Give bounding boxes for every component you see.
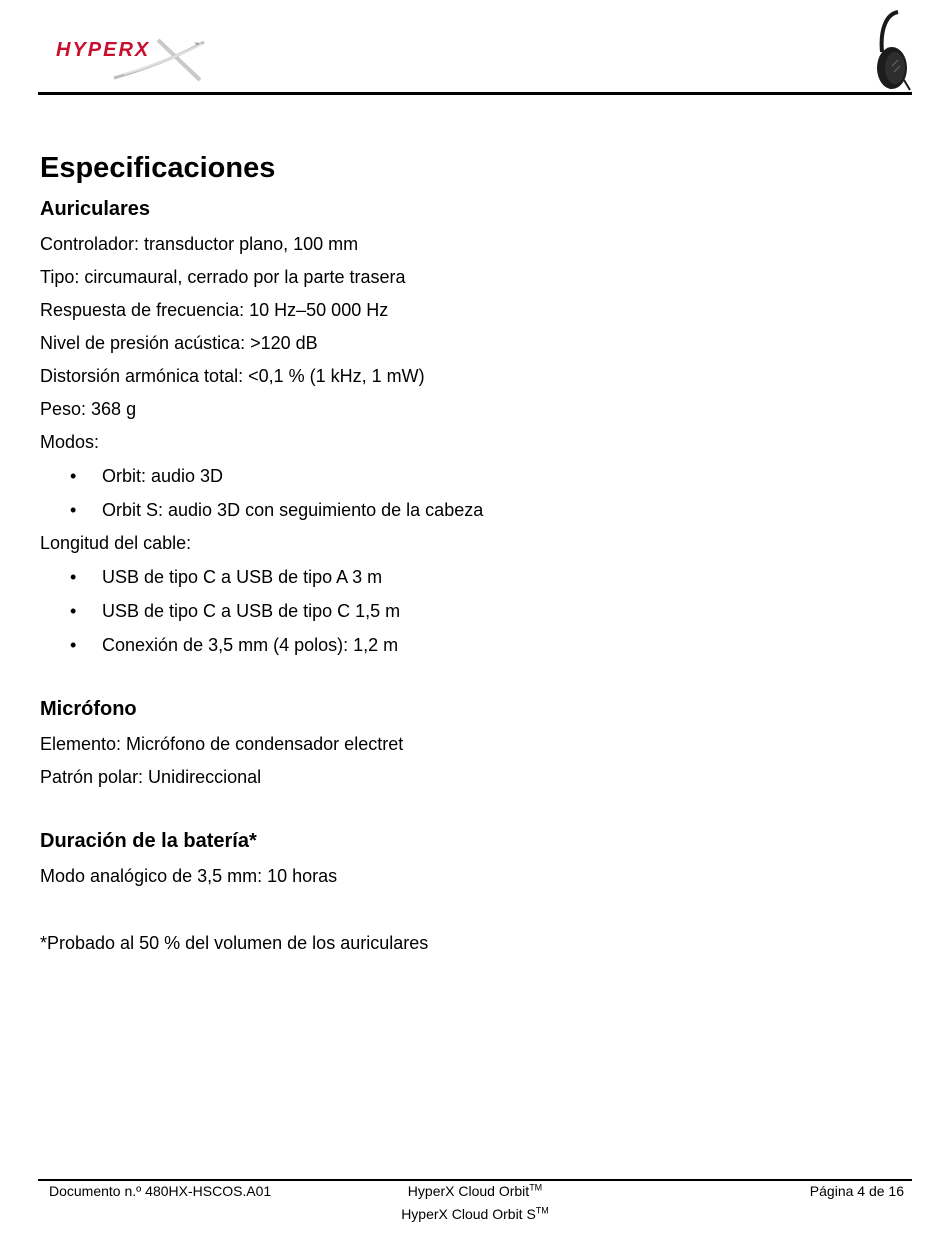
footer-rule — [38, 1179, 912, 1181]
section-heading-auriculares: Auriculares — [40, 198, 151, 220]
list-item: • USB de tipo C a USB de tipo C 1,5 m — [40, 594, 900, 628]
list-item: • USB de tipo C a USB de tipo A 3 m — [40, 560, 900, 594]
spec-line: Distorsión armónica total: <0,1 % (1 kHz, 1 mW) — [40, 366, 425, 386]
cable-list — [40, 560, 900, 662]
document-body — [40, 150, 900, 960]
header-rule — [38, 92, 912, 95]
product-name-s: HyperX Cloud Orbit S™ — [401, 1205, 549, 1222]
bullet-icon: • — [70, 500, 77, 520]
cable-label: Longitud del cable: — [40, 533, 192, 553]
bullet-icon: • — [70, 601, 77, 621]
footnote: *Probado al 50 % del volumen de los auriculares — [40, 933, 429, 953]
svg-text:HYPERX: HYPERX — [56, 39, 151, 61]
modos-list — [40, 459, 900, 527]
bullet-icon: • — [70, 635, 77, 655]
list-item: • Conexión de 3,5 mm (4 polos): 1,2 m — [40, 628, 900, 662]
spec-line: Modo analógico de 3,5 mm: 10 horas — [40, 866, 338, 886]
bullet-icon: • — [70, 466, 77, 486]
bullet-icon: • — [70, 567, 77, 587]
product-name: HyperX Cloud Orbit™ — [407, 1182, 543, 1199]
page-number: Página 4 de 16 — [809, 1183, 904, 1199]
spec-line: Peso: 368 g — [40, 399, 137, 419]
spec-line: Elemento: Micrófono de condensador electret — [40, 734, 404, 754]
list-item: • Orbit S: audio 3D con seguimiento de la cabeza — [40, 493, 900, 527]
svg-text:™: ™ — [194, 42, 199, 48]
headset-icon — [868, 8, 916, 92]
spec-line: Controlador: transductor plano, 100 mm — [40, 234, 359, 254]
page-title: Especificaciones — [40, 152, 276, 184]
section-heading-microfono: Micrófono — [40, 698, 137, 720]
hyperx-logo — [54, 34, 206, 84]
spec-line: Nivel de presión acústica: >120 dB — [40, 333, 318, 353]
section-heading-bateria: Duración de la batería* — [40, 830, 257, 852]
spec-line: Patrón polar: Unidireccional — [40, 767, 262, 787]
modos-label: Modos: — [40, 432, 100, 452]
list-item: • Orbit: audio 3D — [40, 459, 900, 493]
spec-line: Respuesta de frecuencia: 10 Hz–50 000 Hz — [40, 300, 389, 320]
spec-line: Tipo: circumaural, cerrado por la parte trasera — [40, 267, 406, 287]
document-number: Documento n.º 480HX-HSCOS.A01 — [49, 1183, 272, 1199]
